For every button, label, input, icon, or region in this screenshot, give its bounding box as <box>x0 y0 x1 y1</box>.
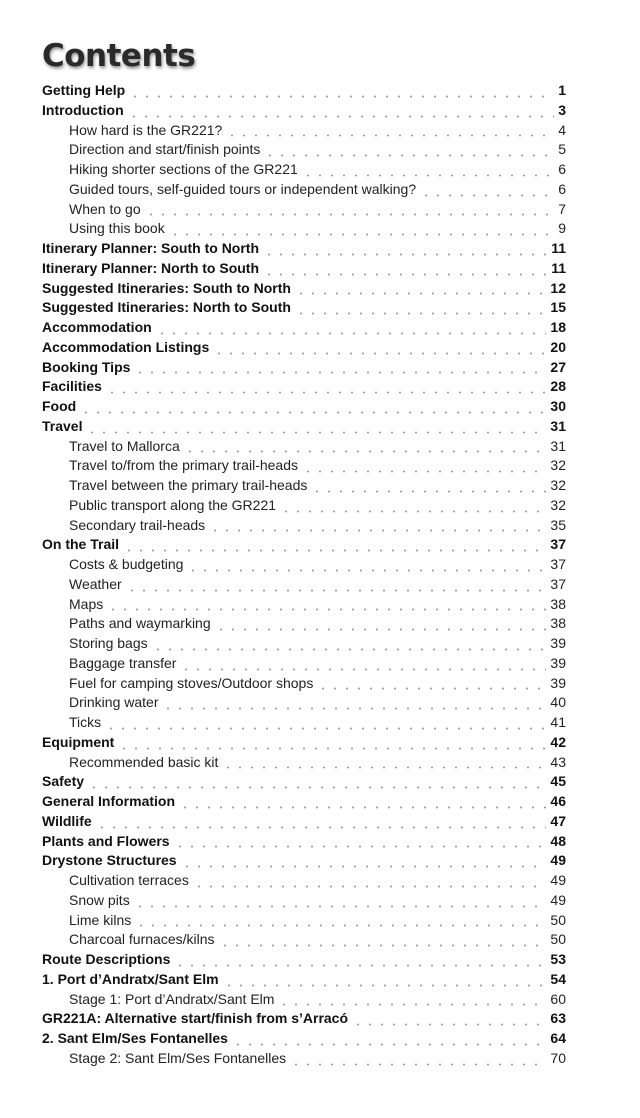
toc-page-number: 11 <box>551 259 566 276</box>
toc-section-entry[interactable] <box>42 1030 566 1050</box>
toc-entry-title: Wildlife <box>42 812 92 829</box>
toc-subsection-entry[interactable] <box>42 714 566 734</box>
toc-entry-title: How hard is the GR221? <box>69 121 223 138</box>
toc-page-number: 32 <box>550 477 566 493</box>
toc-page-number: 4 <box>558 121 566 138</box>
toc-page-number: 43 <box>550 753 566 770</box>
toc-page-number: 32 <box>550 496 566 513</box>
dot-leader <box>179 806 546 809</box>
toc-subsection-entry[interactable] <box>42 596 566 616</box>
toc-section-entry[interactable] <box>42 971 566 991</box>
toc-entry-title: Cultivation terraces <box>69 872 189 888</box>
toc-entry-title: Equipment <box>42 733 115 750</box>
toc-page-number: 54 <box>550 970 566 987</box>
toc-page-number: 11 <box>551 240 566 256</box>
toc-page-number: 46 <box>550 793 566 809</box>
dot-leader <box>295 312 547 315</box>
toc-page-number: 15 <box>550 299 566 316</box>
toc-entry-title: Ticks <box>69 714 102 730</box>
toc-subsection-entry[interactable] <box>42 912 566 932</box>
dot-leader <box>290 1063 546 1066</box>
toc-entry-title: Using this book <box>69 220 165 237</box>
toc-page-number: 64 <box>550 1030 566 1046</box>
toc-page-number: 6 <box>558 180 566 197</box>
table-of-contents <box>42 82 566 1070</box>
toc-subsection-entry[interactable] <box>42 141 566 161</box>
dot-leader <box>135 924 546 927</box>
toc-section-entry[interactable] <box>42 793 566 813</box>
toc-entry-title: Stage 1: Port d’Andratx/Sant Elm <box>69 990 275 1007</box>
toc-entry-title: Paths and waymarking <box>69 615 211 632</box>
toc-subsection-entry[interactable] <box>42 457 566 477</box>
dot-leader <box>213 352 546 355</box>
toc-subsection-entry[interactable] <box>42 892 566 912</box>
toc-page-number: 47 <box>550 812 566 829</box>
toc-entry-title: When to go <box>69 200 141 217</box>
toc-page-number: 50 <box>550 911 566 928</box>
dot-leader <box>129 95 554 98</box>
toc-page-number: 60 <box>550 990 566 1007</box>
dot-leader <box>223 984 547 987</box>
toc-subsection-entry[interactable] <box>42 754 566 774</box>
toc-entry-title: Charcoal furnaces/kilns <box>69 931 215 948</box>
toc-section-entry[interactable] <box>42 299 566 319</box>
dot-leader <box>123 549 546 552</box>
dot-leader <box>226 134 554 137</box>
toc-section-entry[interactable] <box>42 260 566 280</box>
toc-subsection-entry[interactable] <box>42 675 566 695</box>
toc-entry-title: Accommodation Listings <box>42 338 210 355</box>
dot-leader <box>107 608 546 611</box>
dot-leader <box>126 589 547 592</box>
dot-leader <box>169 233 554 236</box>
dot-leader <box>187 569 546 572</box>
toc-entry-title: Drinking water <box>69 694 159 711</box>
dot-leader <box>128 115 555 118</box>
toc-section-entry[interactable] <box>42 398 566 418</box>
toc-entry-title: Hiking shorter sections of the GR221 <box>69 161 298 177</box>
toc-page-number: 70 <box>550 1049 566 1066</box>
toc-subsection-entry[interactable] <box>42 694 566 714</box>
toc-subsection-entry[interactable] <box>42 931 566 951</box>
toc-page-number: 49 <box>550 891 566 908</box>
toc-subsection-entry[interactable] <box>42 438 566 458</box>
toc-page-number: 45 <box>550 773 566 790</box>
page-title: Contents <box>42 38 196 74</box>
dot-leader <box>105 727 546 730</box>
dot-leader <box>263 253 547 256</box>
toc-page-number: 37 <box>550 536 566 553</box>
toc-entry-title: Lime kilns <box>69 911 132 928</box>
dot-leader <box>106 391 547 394</box>
toc-section-entry[interactable] <box>42 1010 566 1030</box>
toc-subsection-entry[interactable] <box>42 497 566 517</box>
toc-entry-title: Guided tours, self-guided tours or independent walking? <box>69 180 417 197</box>
toc-subsection-entry[interactable] <box>42 517 566 537</box>
toc-subsection-entry[interactable] <box>42 991 566 1011</box>
toc-subsection-entry[interactable] <box>42 181 566 201</box>
toc-entry-title: Stage 2: Sant Elm/Ses Fontanelles <box>69 1049 287 1066</box>
dot-leader <box>162 707 546 710</box>
dot-leader <box>156 332 547 335</box>
toc-subsection-entry[interactable] <box>42 635 566 655</box>
toc-section-entry[interactable] <box>42 339 566 359</box>
toc-section-entry[interactable] <box>42 319 566 339</box>
dot-leader <box>280 510 546 513</box>
toc-entry-title: Itinerary Planner: North to South <box>42 259 260 276</box>
toc-page-number: 32 <box>550 457 566 474</box>
dot-leader <box>96 826 547 829</box>
toc-entry-title: Weather <box>69 575 122 592</box>
toc-page-number: 31 <box>550 417 566 434</box>
toc-section-entry[interactable] <box>42 280 566 300</box>
dot-leader <box>232 1043 546 1046</box>
dot-leader <box>264 154 554 157</box>
toc-entry-title: Route Descriptions <box>42 951 171 967</box>
toc-page-number: 28 <box>550 378 566 395</box>
toc-entry-title: Introduction <box>42 101 124 118</box>
toc-entry-title: Travel to/from the primary trail-heads <box>69 457 298 474</box>
dot-leader <box>302 470 546 473</box>
toc-entry-title: Storing bags <box>69 635 148 651</box>
toc-entry-title: Costs & budgeting <box>69 556 184 572</box>
toc-page-number: 48 <box>550 832 566 849</box>
toc-page-number: 39 <box>550 635 566 651</box>
toc-entry-title: Secondary trail-heads <box>69 516 206 533</box>
toc-page-number: 37 <box>550 575 566 592</box>
dot-leader <box>134 371 546 374</box>
dot-leader <box>174 964 546 967</box>
toc-page-number: 5 <box>558 141 566 158</box>
toc-page-number: 38 <box>550 615 566 632</box>
toc-entry-title: Recommended basic kit <box>69 753 219 770</box>
dot-leader <box>311 490 546 493</box>
toc-entry-title: Public transport along the GR221 <box>69 496 277 513</box>
toc-page-number: 40 <box>550 694 566 711</box>
toc-page-number: 30 <box>550 398 566 414</box>
dot-leader <box>302 174 554 177</box>
toc-subsection-entry[interactable] <box>42 655 566 675</box>
toc-section-entry[interactable] <box>42 418 566 438</box>
dot-leader <box>295 292 547 295</box>
toc-page-number: 12 <box>550 279 566 296</box>
dot-leader <box>219 944 547 947</box>
toc-entry-title: Travel to Mallorca <box>69 437 180 454</box>
toc-section-entry[interactable] <box>42 852 566 872</box>
toc-page-number: 9 <box>558 220 566 237</box>
dot-leader <box>88 786 546 789</box>
toc-page-number: 31 <box>550 437 566 454</box>
toc-section-entry[interactable] <box>42 951 566 971</box>
toc-subsection-entry[interactable] <box>42 161 566 181</box>
dot-leader <box>420 194 554 197</box>
toc-entry-title: Facilities <box>42 378 102 395</box>
toc-entry-title: Drystone Structures <box>42 852 177 869</box>
toc-subsection-entry[interactable] <box>42 122 566 142</box>
toc-entry-title: Travel between the primary trail-heads <box>69 477 308 493</box>
toc-page-number: 41 <box>550 714 566 730</box>
toc-subsection-entry[interactable] <box>42 556 566 576</box>
dot-leader <box>181 865 547 868</box>
dot-leader <box>215 628 547 631</box>
toc-entry-title: Plants and Flowers <box>42 832 170 849</box>
dot-leader <box>145 213 555 216</box>
toc-entry-title: Maps <box>69 595 104 612</box>
toc-section-entry[interactable] <box>42 813 566 833</box>
dot-leader <box>209 529 546 532</box>
toc-entry-title: Direction and start/finish points <box>69 141 261 158</box>
toc-page-number: 3 <box>558 101 566 118</box>
toc-page-number: 42 <box>550 733 566 750</box>
toc-page-number: 35 <box>550 516 566 533</box>
toc-page-number: 49 <box>550 852 566 869</box>
toc-subsection-entry[interactable] <box>42 220 566 240</box>
toc-subsection-entry[interactable] <box>42 615 566 635</box>
toc-page-number: 53 <box>550 951 566 967</box>
toc-page-number: 20 <box>550 338 566 355</box>
toc-page-number: 27 <box>550 358 566 375</box>
toc-entry-title: General Information <box>42 793 176 809</box>
toc-entry-title: 1. Port d’Andratx/Sant Elm <box>42 970 219 987</box>
toc-section-entry[interactable] <box>42 773 566 793</box>
toc-entry-title: Getting Help <box>42 82 126 98</box>
dot-leader <box>184 450 547 453</box>
toc-page-number: 39 <box>550 654 566 671</box>
toc-entry-title: 2. Sant Elm/Ses Fontanelles <box>42 1030 228 1046</box>
toc-subsection-entry[interactable] <box>42 1050 566 1070</box>
dot-leader <box>152 648 547 651</box>
toc-subsection-entry[interactable] <box>42 872 566 892</box>
toc-page-number: 18 <box>550 319 566 335</box>
toc-entry-title: Safety <box>42 773 85 790</box>
toc-entry-title: Itinerary Planner: South to North <box>42 240 260 256</box>
dot-leader <box>193 885 547 888</box>
toc-section-entry[interactable] <box>42 734 566 754</box>
toc-entry-title: On the Trail <box>42 536 120 553</box>
dot-leader <box>352 1023 546 1026</box>
toc-entry-title: Snow pits <box>69 891 130 908</box>
toc-page-number: 50 <box>550 931 566 948</box>
toc-entry-title: Suggested Itineraries: South to North <box>42 279 291 296</box>
toc-page-number: 1 <box>558 82 566 98</box>
toc-page-number: 6 <box>558 161 566 177</box>
toc-subsection-entry[interactable] <box>42 477 566 497</box>
dot-leader <box>86 431 546 434</box>
toc-section-entry[interactable] <box>42 240 566 260</box>
dot-leader <box>263 273 547 276</box>
toc-section-entry[interactable] <box>42 359 566 379</box>
dot-leader <box>80 411 546 414</box>
toc-entry-title: Booking Tips <box>42 358 131 375</box>
toc-section-entry[interactable] <box>42 833 566 853</box>
dot-leader <box>180 668 546 671</box>
dot-leader <box>317 687 546 690</box>
dot-leader <box>222 766 546 769</box>
toc-subsection-entry[interactable] <box>42 201 566 221</box>
toc-section-entry[interactable] <box>42 82 566 102</box>
toc-entry-title: GR221A: Alternative start/finish from s’Arracó <box>42 1010 349 1027</box>
toc-page-number: 49 <box>550 872 566 888</box>
toc-entry-title: Accommodation <box>42 319 152 335</box>
dot-leader <box>118 747 546 750</box>
toc-section-entry[interactable] <box>42 378 566 398</box>
toc-entry-title: Suggested Itineraries: North to South <box>42 299 291 316</box>
dot-leader <box>134 905 547 908</box>
toc-page-number: 39 <box>550 674 566 691</box>
dot-leader <box>174 845 547 848</box>
toc-subsection-entry[interactable] <box>42 576 566 596</box>
toc-page-number: 37 <box>550 556 566 572</box>
toc-page-number: 63 <box>550 1010 566 1027</box>
toc-section-entry[interactable] <box>42 536 566 556</box>
toc-entry-title: Fuel for camping stoves/Outdoor shops <box>69 674 314 691</box>
toc-entry-title: Travel <box>42 417 83 434</box>
toc-section-entry[interactable] <box>42 102 566 122</box>
toc-page-number: 7 <box>558 200 566 217</box>
toc-page-number: 38 <box>550 595 566 612</box>
dot-leader <box>278 1003 546 1006</box>
toc-entry-title: Food <box>42 398 77 414</box>
toc-entry-title: Baggage transfer <box>69 654 177 671</box>
